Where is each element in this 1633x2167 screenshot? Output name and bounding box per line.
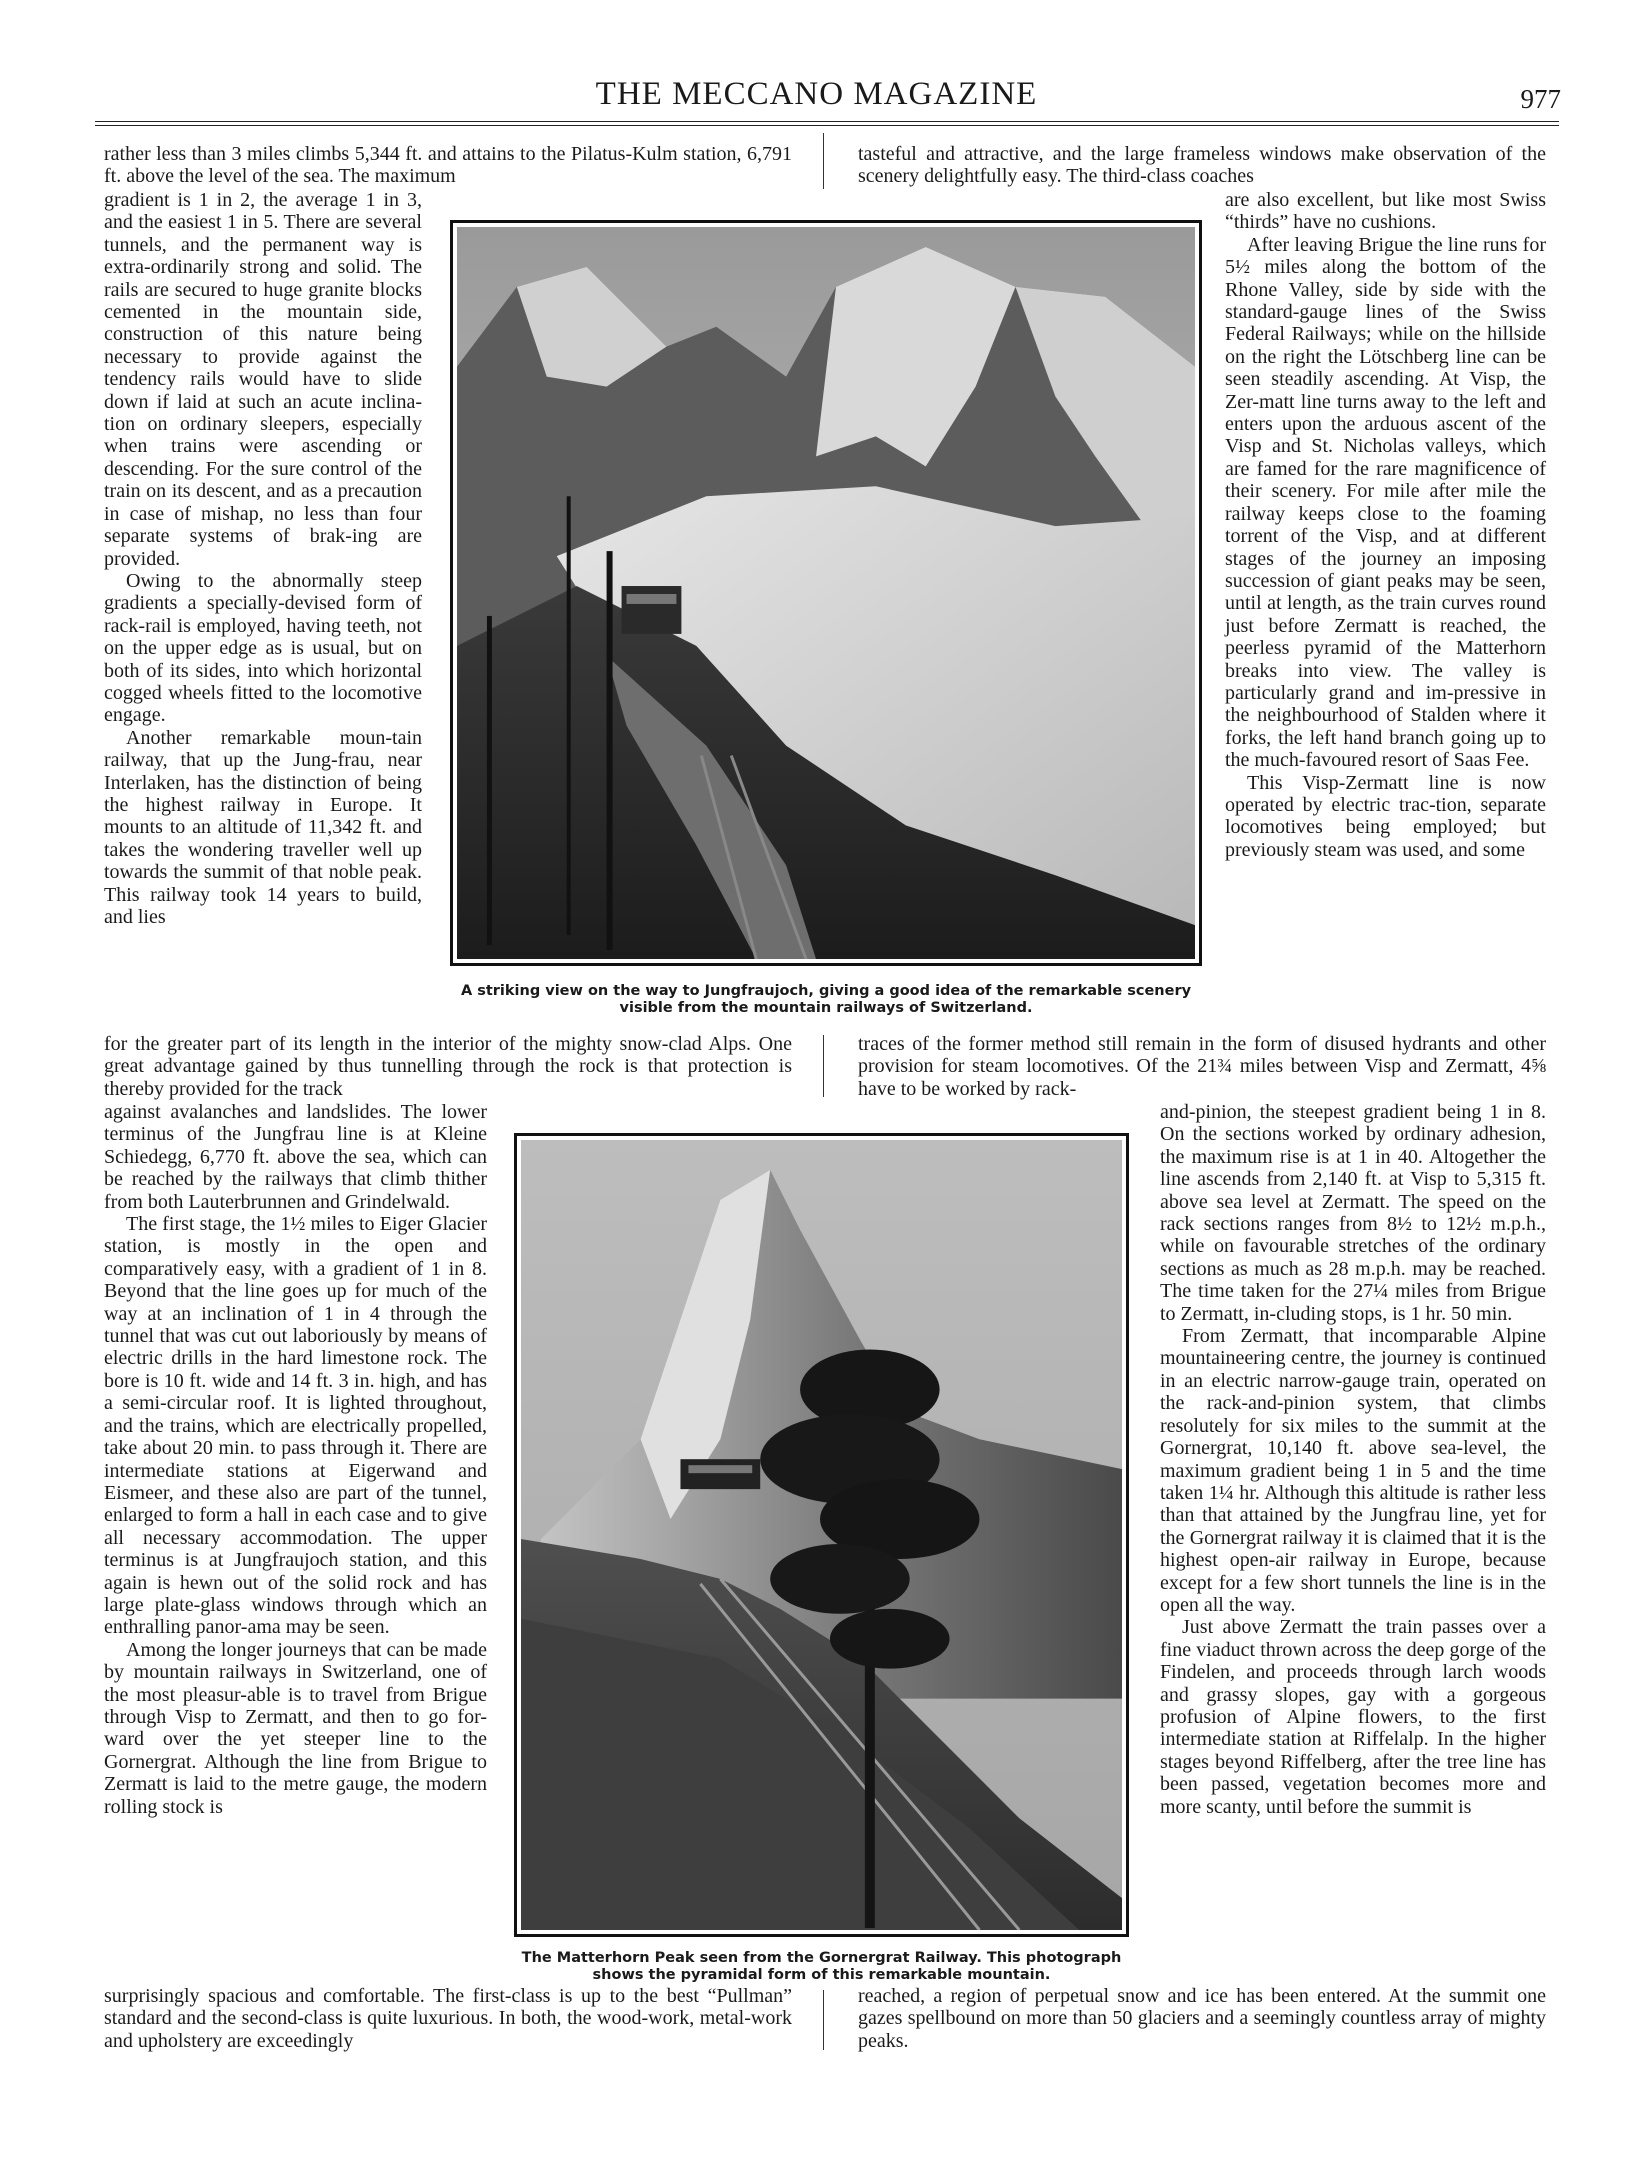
paragraph: Another remarkable moun-tain railway, that up the Jung-frau, near Interlaken, has the distinction of being the highest railway in Europe. It mounts to an altitude of 11,342 ft. and takes the wondering traveller well up towards the summit of that noble peak. This railway took 14 years to build, and lies	[104, 726, 422, 928]
paragraph: From Zermatt, that incomparable Alpine mountaineering centre, the journey is continued in an electric narrow-gauge train, operated on the rack-and-pinion system, that climbs resolutely for six miles to the summit at the Gornergrat, 10,140 ft. above sea-level, the maximum gradient being 1 in 5 and the time taken 1¼ hr. Although this altitude is rather less than that attained by the Jungfrau line, yet for the Gornergrat railway it is claimed that it is the highest open-air railway in Europe, because except for a few short tunnels the line is in the open all the way.	[1160, 1325, 1546, 1616]
jungfrau-railway-image	[457, 227, 1195, 959]
photo-matterhorn	[514, 1133, 1129, 1937]
photo-jungfraujoch-caption	[440, 983, 1212, 1017]
caption-line: A striking view on the way to Jungfraujoch, giving a good idea of the remarkable scenery	[460, 983, 1192, 999]
header-rule-top	[95, 121, 1559, 122]
column-divider-mid	[823, 1035, 824, 1097]
text-block-right-narrow-1	[1225, 189, 1546, 861]
column-divider-bottom	[823, 1990, 824, 2050]
paragraph: This Visp-Zermatt line is now operated by electric trac-tion, separate locomotives being employed; but previously steam was used, and some	[1225, 771, 1546, 861]
column-divider-top	[823, 133, 824, 189]
paragraph: reached, a region of perpetual snow and ice has been entered. At the summit one gazes spellbound on more than 50 glaciers and a seemingly countless array of mighty peaks.	[858, 1985, 1546, 2052]
paragraph: are also excellent, but like most Swiss “thirds” have no cushions.	[1225, 189, 1546, 234]
magazine-title: THE MECCANO MAGAZINE	[595, 76, 1038, 112]
paragraph: After leaving Brigue the line runs for 5½ miles along the bottom of the Rhone Valley, side by side with the standard-gauge lines of the Swiss Federal Railways; while on the hillside on the right the Lötschberg line can be seen steadily ascending. At Visp, the Zer-matt line turns away to the left and enters upon the arduous ascent of the Visp and St. Nicholas valleys, which are famed for the rare magnificence of their scenery. For mile after mile the railway keeps close to the foaming torrent of the Visp, and at different stages of the journey an imposing succession of giant peaks may be seen, until at length, as the train curves round just before Zermatt is reached, the peerless pyramid of the Matterhorn breaks into view. The valley is particularly grand and im-pressive in the neighbourhood of Stalden where it forks, the left hand branch going up to the much-favoured resort of Saas Fee.	[1225, 233, 1546, 772]
text-block-left-narrow-1	[104, 189, 422, 928]
paragraph: surprisingly spacious and comfortable. The first-class is up to the best “Pullman” standard and the second-class is quite luxurious. In both, the wood-work, metal-work and upholstery are exceedingly	[104, 1985, 792, 2052]
paragraph: The first stage, the 1½ miles to Eiger Glacier station, is mostly in the open and comparatively easy, with a gradient of 1 in 8. Beyond that the line goes up for much of the way at an inclination of 1 in 4 through the tunnel that was cut out laboriously by means of electric drills in the hard limestone rock. The bore is 10 ft. wide and 14 ft. 3 in. high, and has a semi-circular roof. It is lighted throughout, and the trains, which are electrically propelled, take about 20 min. to pass through it. There are intermediate stations at Eigerwand and Eismeer, and these also are part of the tunnel, enlarged to form a hall in each case and to give all necessary accommodation. The upper terminus is at Jungfraujoch station, and this again is hewn out of the solid rock and has large plate-glass windows through which an enthralling panor-ama may be seen.	[104, 1213, 487, 1639]
paragraph: traces of the former method still remain in the form of disused hydrants and other provision for steam locomotives. Of the 21¾ miles between Visp and Zermatt, 4⅝ have to be worked by rack-	[858, 1033, 1546, 1100]
photo-matterhorn-caption	[505, 1950, 1138, 1984]
paragraph: Owing to the abnormally steep gradients a specially-devised form of rack-rail is employed, having teeth, not on the upper edge as is usual, but on both of its sides, into which horizontal cogged wheels fitted to the locomotive engage.	[104, 569, 422, 727]
caption-line: The Matterhorn Peak seen from the Gornergrat Railway. This photograph	[521, 1950, 1122, 1966]
paragraph: gradient is 1 in 2, the average 1 in 3, and the easiest 1 in 5. There are several tunnels, and the permanent way is extra-ordinarily strong and solid. The rails are secured to huge granite blocks cemented in the mountain side, construction of this nature being necessary to provide against the tendency rails would have to slide down if laid at such an acute inclina-tion on ordinary sleepers, especially when trains were ascending or descending. For the sure control of the train on its descent, and as a precaution in case of mishap, no less than four separate systems of brak-ing are provided.	[104, 189, 422, 570]
photo-jungfraujoch	[450, 220, 1202, 966]
text-block-top-left	[104, 143, 792, 188]
paragraph: and-pinion, the steepest gradient being 1 in 8. On the sections worked by ordinary adhesion, the maximum rise is at 1 in 40. Altogether the line ascends from 2,140 ft. at Visp to 5,315 ft. above sea level at Zermatt. The speed on the rack sections ranges from 8½ to 12½ m.p.h., while on favourable stretches of the ordinary sections as much as 28 m.p.h. may be reached. The time taken for the 27¼ miles from Brigue to Zermatt, in-cluding stops, is 1 hr. 50 min.	[1160, 1101, 1546, 1325]
page-number: 977	[1520, 84, 1561, 114]
matterhorn-image	[521, 1140, 1122, 1930]
text-block-right-narrow-2	[1160, 1101, 1546, 1818]
header-rule-bottom	[95, 125, 1559, 126]
caption-line: visible from the mountain railways of Switzerland.	[619, 1000, 1033, 1016]
text-block-left-narrow-2	[104, 1101, 487, 1818]
text-block-bottom-left	[104, 1985, 792, 2052]
text-block-mid-left	[104, 1033, 792, 1100]
paragraph: against avalanches and landslides. The lower terminus of the Jungfrau line is at Kleine Schiedegg, 6,770 ft. above the sea, which can be reached by the railways that climb thither from both Lauterbrunnen and Grindelwald.	[104, 1101, 487, 1213]
text-block-mid-right	[858, 1033, 1546, 1100]
caption-line: shows the pyramidal form of this remarkable mountain.	[592, 1967, 1051, 1983]
text-block-bottom-right	[858, 1985, 1546, 2052]
paragraph: Among the longer journeys that can be made by mountain railways in Switzerland, one of the most pleasur-able is to travel from Brigue through Visp to Zermatt, and then to go for-ward over the yet steeper line to the Gornergrat. Although the line from Brigue to Zermatt is laid to the metre gauge, the modern rolling stock is	[104, 1638, 487, 1818]
paragraph: Just above Zermatt the train passes over a fine viaduct thrown across the deep gorge of the Findelen, and proceeds through larch woods and grassy slopes, gay with a gorgeous profusion of Alpine flowers, to the first intermediate station at Riffelalp. In the higher stages beyond Riffelberg, after the tree line has been passed, vegetation becomes more and more scanty, until before the summit is	[1160, 1616, 1546, 1818]
text-block-top-right	[858, 143, 1546, 188]
paragraph: tasteful and attractive, and the large frameless windows make observation of the scenery delightfully easy. The third-class coaches	[858, 143, 1546, 188]
paragraph: rather less than 3 miles climbs 5,344 ft. and attains to the Pilatus-Kulm station, 6,791 ft. above the level of the sea. The maximum	[104, 143, 792, 188]
paragraph: for the greater part of its length in the interior of the mighty snow-clad Alps. One great advantage gained by thus tunnelling through the rock is that protection is thereby provided for the track	[104, 1033, 792, 1100]
